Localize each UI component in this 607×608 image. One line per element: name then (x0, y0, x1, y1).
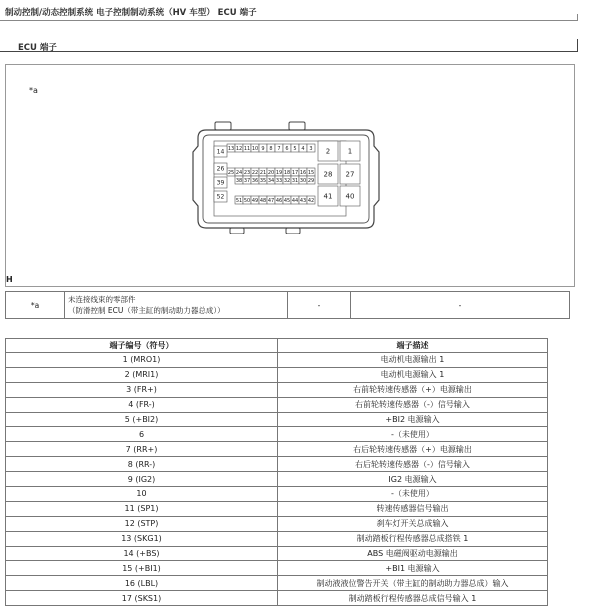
legend-key: *a (6, 292, 65, 319)
terminal-description-cell: -（未使用） (278, 427, 548, 442)
terminal-description-cell: IG2 电源输入 (278, 472, 548, 487)
terminal-number-cell: 6 (6, 427, 278, 442)
terminal-number-cell: 10 (6, 487, 278, 502)
connector-pin-label: 31 (291, 177, 299, 184)
connector-pin-label: 10 (251, 145, 259, 152)
connector-pin-label: 34 (267, 177, 275, 184)
terminal-number-cell: 13 (SKG1) (6, 531, 278, 546)
legend-col3: - (288, 292, 351, 319)
terminal-number-cell: 12 (STP) (6, 516, 278, 531)
terminal-number-cell: 5 (+BI2) (6, 412, 278, 427)
connector-pin-label: 50 (243, 197, 251, 204)
table-row (6, 472, 548, 487)
connector-pin-label: 46 (275, 197, 283, 204)
connector-pin-label: 27 (345, 170, 355, 179)
terminal-description-cell: 右后轮转速传感器（+）电源输出 (278, 442, 548, 457)
connector-pin-label: 42 (307, 197, 315, 204)
table-row (6, 576, 548, 591)
table-row (6, 412, 548, 427)
terminal-number-cell: 16 (LBL) (6, 576, 278, 591)
terminal-description-cell: 右后轮转速传感器（-）信号输入 (278, 457, 548, 472)
connector-pin-label: 5 (293, 145, 297, 152)
terminal-number-cell: 7 (RR+) (6, 442, 278, 457)
connector-pin-label: 26 (216, 165, 225, 173)
terminal-number-cell: 2 (MRI1) (6, 367, 278, 382)
connector-pin-label: 51 (235, 197, 243, 204)
terminal-number-cell: 15 (+BI1) (6, 561, 278, 576)
legend-description (65, 292, 288, 319)
connector-pin-label: 14 (216, 148, 225, 156)
connector-pin-label: 3 (309, 145, 313, 152)
table-row (6, 591, 548, 606)
table-row (6, 427, 548, 442)
terminal-description-cell: 制动踏板行程传感器总成搭铁 1 (278, 531, 548, 546)
connector-pin-label: 11 (243, 145, 251, 152)
connector-pin-label: 33 (275, 177, 283, 184)
connector-pin-label: 52 (216, 193, 225, 201)
terminal-number-cell: 1 (MRO1) (6, 353, 278, 368)
header-terminal-number: 端子编号（符号） (6, 339, 278, 353)
connector-pin-label: 12 (235, 145, 243, 152)
table-row (6, 516, 548, 531)
connector-pin-label: 38 (235, 177, 243, 184)
callout-a-label: *a (29, 86, 38, 95)
section-title: ECU 端子 (18, 43, 57, 53)
section-divider-tick (577, 39, 578, 52)
connector-pin-label: 21 (259, 169, 267, 176)
terminal-number-cell: 17 (SKS1) (6, 591, 278, 606)
terminal-number-cell: 11 (SP1) (6, 501, 278, 516)
terminal-table (5, 338, 548, 606)
connector-pin-label: 47 (267, 197, 275, 204)
header-divider-tick (577, 14, 578, 21)
connector-pin-label: 48 (259, 197, 267, 204)
table-row (6, 501, 548, 516)
ecu-connector-diagram (190, 116, 382, 234)
connector-pin-label: 36 (251, 177, 259, 184)
terminal-description-cell: 右前轮转速传感器（+）电源输出 (278, 382, 548, 397)
connector-pin-label: 9 (261, 145, 265, 152)
connector-pin-label: 40 (345, 192, 355, 201)
terminal-description-cell: +BI1 电源输入 (278, 561, 548, 576)
connector-pin-label: 44 (291, 197, 299, 204)
terminal-description-cell: +BI2 电源输入 (278, 412, 548, 427)
connector-pin-label: 18 (283, 169, 291, 176)
connector-pin-label: 43 (299, 197, 307, 204)
connector-pin-label: 7 (277, 145, 281, 152)
terminal-number-cell: 8 (RR-) (6, 457, 278, 472)
connector-pin-label: 45 (283, 197, 291, 204)
terminal-description-cell: 制动踏板行程传感器总成信号输入 1 (278, 591, 548, 606)
connector-pin-label: 23 (243, 169, 251, 176)
connector-pin-label: 16 (299, 169, 307, 176)
connector-pin-label: 22 (251, 169, 259, 176)
section-divider (0, 51, 577, 52)
terminal-number-cell: 14 (+BS) (6, 546, 278, 561)
terminal-description-cell: 电动机电源输出 1 (278, 353, 548, 368)
header-divider (0, 20, 577, 21)
connector-pin-label: 28 (323, 170, 333, 179)
connector-pin-label: 20 (267, 169, 275, 176)
table-row (6, 397, 548, 412)
connector-pin-label: 15 (307, 169, 315, 176)
breadcrumb: 制动控制/动态控制系统 电子控制制动系统（HV 车型） ECU 端子 (5, 8, 257, 18)
table-row (6, 353, 548, 368)
connector-pin-label: 4 (301, 145, 305, 152)
terminal-number-cell: 3 (FR+) (6, 382, 278, 397)
connector-pin-label: 25 (227, 169, 235, 176)
terminal-number-cell: 9 (IG2) (6, 472, 278, 487)
connector-pin-label: 24 (235, 169, 243, 176)
connector-pin-label: 49 (251, 197, 259, 204)
connector-pin-label: 1 (347, 147, 353, 156)
terminal-description-cell: 转速传感器信号输出 (278, 501, 548, 516)
terminal-description-cell: 电动机电源输入 1 (278, 367, 548, 382)
table-row (6, 382, 548, 397)
connector-pin-label: 30 (299, 177, 307, 184)
connector-pin-label: 41 (323, 192, 333, 201)
table-row (6, 367, 548, 382)
header-terminal-description: 端子描述 (278, 339, 548, 353)
legend-desc-line2: （防滑控制 ECU（带主缸的制动助力器总成）） (68, 306, 225, 315)
connector-pin-label: 19 (275, 169, 283, 176)
legend-desc-line1: 未连接线束的零部件 (68, 295, 136, 304)
connector-pin-label: 32 (283, 177, 291, 184)
connector-pin-label: 6 (285, 145, 289, 152)
terminal-description-cell: 制动液液位警告开关（带主缸的制动助力器总成）输入 (278, 576, 548, 591)
table-row (6, 531, 548, 546)
connector-pin-label: 13 (227, 145, 235, 152)
table-row (6, 442, 548, 457)
callout-h-label: H (6, 275, 13, 284)
terminal-number-cell: 4 (FR-) (6, 397, 278, 412)
terminal-description-cell: ABS 电磁阀驱动电源输出 (278, 546, 548, 561)
legend-col4: - (351, 292, 570, 319)
legend-table (5, 291, 570, 319)
connector-pin-label: 29 (307, 177, 315, 184)
table-row (6, 457, 548, 472)
table-row (6, 487, 548, 502)
connector-pin-label: 39 (216, 179, 225, 187)
connector-pin-label: 35 (259, 177, 267, 184)
connector-pin-label: 8 (269, 145, 273, 152)
connector-pin-label: 2 (325, 147, 331, 156)
table-row (6, 561, 548, 576)
table-row (6, 546, 548, 561)
terminal-description-cell: -（未使用） (278, 487, 548, 502)
connector-pin-label: 37 (243, 177, 251, 184)
terminal-description-cell: 刹车灯开关总成输入 (278, 516, 548, 531)
terminal-description-cell: 右前轮转速传感器（-）信号输入 (278, 397, 548, 412)
connector-pin-label: 17 (291, 169, 299, 176)
